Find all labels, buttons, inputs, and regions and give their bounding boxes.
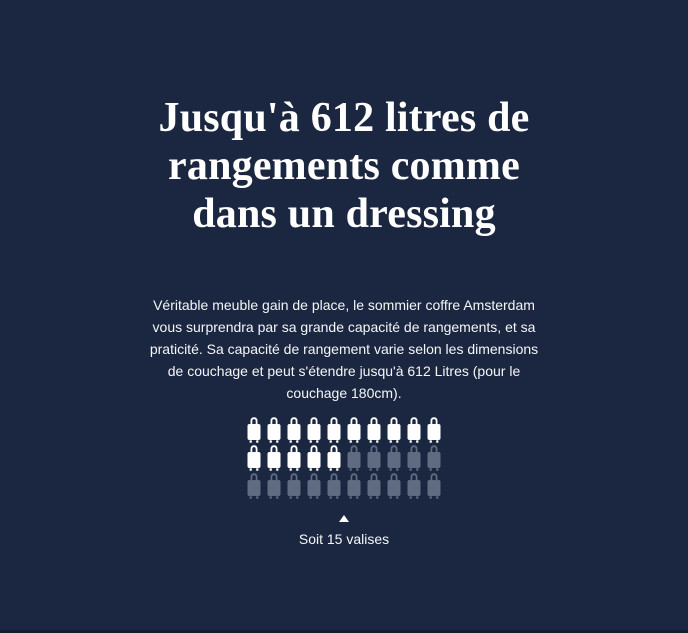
- suitcase-icon: [287, 444, 301, 471]
- description-line: de couchage et peut s'étendre jusqu'à 612 Litres (pour le: [167, 363, 521, 379]
- suitcase-grid: [244, 416, 444, 500]
- suitcase-icon: [267, 444, 281, 471]
- suitcase-icon: [267, 472, 281, 499]
- suitcase-icon: [367, 444, 381, 471]
- description-line: Véritable meuble gain de place, le sommier coffre Amsterdam: [153, 297, 535, 313]
- suitcase-icon: [247, 416, 261, 443]
- suitcase-count-caption: Soit 15 valises: [298, 531, 390, 547]
- suitcase-icon: [367, 472, 381, 499]
- suitcase-icon: [367, 416, 381, 443]
- title-line: rangements comme: [168, 143, 520, 189]
- title-line: Jusqu'à 612 litres de: [158, 95, 530, 141]
- description-line: praticité. Sa capacité de rangement varie selon les dimensions: [149, 341, 539, 357]
- suitcase-icon: [427, 472, 441, 499]
- suitcase-icon: [407, 444, 421, 471]
- suitcase-icon: [287, 472, 301, 499]
- suitcase-icon: [247, 472, 261, 499]
- suitcase-icon: [327, 416, 341, 443]
- suitcase-icon: [247, 444, 261, 471]
- suitcase-icon: [307, 444, 321, 471]
- suitcase-icon: [347, 416, 361, 443]
- suitcase-icon: [427, 416, 441, 443]
- suitcase-icon: [347, 472, 361, 499]
- description-line: couchage 180cm).: [286, 385, 402, 401]
- suitcase-icon: [427, 444, 441, 471]
- suitcase-icon: [327, 444, 341, 471]
- description-line: vous surprendra par sa grande capacité de rangements, et sa: [152, 319, 536, 335]
- suitcase-icon: [307, 472, 321, 499]
- suitcase-icon: [287, 416, 301, 443]
- suitcase-icon: [407, 416, 421, 443]
- suitcase-icon: [387, 416, 401, 443]
- title-line: dans un dressing: [192, 191, 496, 237]
- section-description: [0, 294, 688, 404]
- suitcase-icon: [327, 472, 341, 499]
- section-title: [0, 94, 688, 238]
- suitcase-icon: [387, 472, 401, 499]
- suitcase-icon: [347, 444, 361, 471]
- suitcase-icon: [407, 472, 421, 499]
- up-triangle-icon: [339, 515, 349, 522]
- suitcase-icon: [307, 416, 321, 443]
- suitcase-icon: [387, 444, 401, 471]
- suitcase-icon: [267, 416, 281, 443]
